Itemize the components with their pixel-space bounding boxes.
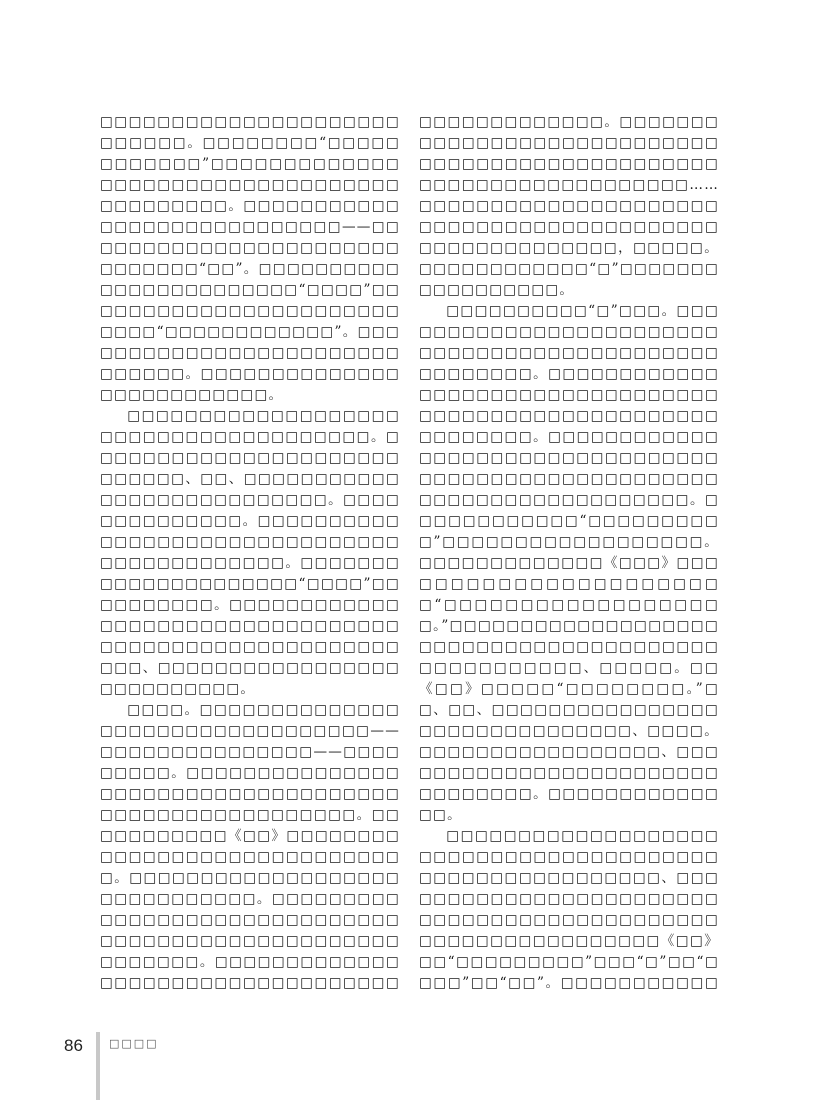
body-paragraph: □□□□□□□□□□“□”□□□。□□□□□□□□□□□□□□□□□□□□□□□□□□□□□□□□□□□□□□□□□□□□□□□□□□□□□。□□□□□□□□□□□□□□□□□□□□□□□□□□□□□□□□□□□□□□□□□□□□□□□□□□□□□□□□□□□□□□。□□□□□□□□□□□□□□□□□□□□□□□□□□□□□□□□□□□□□□□□□□□□□□□□□□□□□□□□□□□□□□□□□□□□□□□□□。□□□□□□□□□□□□“□□□□□□□□□□”□□□□□□□□□□□□□□□□□□。□□□□□□□□□□□□□《□□□》□□□□□□□□□□□□□□□□□□□□□□□“□□□□□□□□□□□□□□□□□□□。”□□□□□□□□□□□□□□□□□□□□□□□□□□□□□□□□□□□□□□□□□□□□□□□□□□□、□□□□□。□□《□□》□□□□□“□□□□□□□□。”□□、□□、□□□□□□□□□□□□□□□□□□□□□□□□□□□□□□□、□□□□。□□□□□□□□□□□□□□□□□、□□□□□□□□□□□□□□□□□□□□□□□□□□□□□□□□。□□□□□□□□□□□□□□。 [419, 303, 719, 823]
running-title: □□□□ [109, 1037, 159, 1050]
body-paragraph: □□□□□□□□□□□□□。□□□□□□□□□□□□□□□□□□□□□□□□□□□□□□□□□□□□□□□□□□□□□□□□□□□□□□□□□□□□□□□□□□□□……□□□□□□□□□□□□□□□□□□□□□□□□□□□□□□□□□□□□□□□□□□□□□□□□□□□□□□□□，□□□□□。□□□□□□□□□□□□“□”□□□□□□□□□□□□□□□□□。 [419, 114, 719, 298]
body-paragraph: □□□□□□□□□□□□□□□□□□□□□□□□□□□。□□□□□□□□“□□□□□□□□□□□□”□□□□□□□□□□□□□□□□□□□□□□□□□□□□□□□□□□□□□□□□□□□。□□□□□□□□□□□□□□□□□□□□□□□□□□□□——□□□□□□□□□□□□□□□□□□□□□□□□□□□□□□“□□”。□□□□□□□□□□□□□□□□□□□□□□□□“□□□□”□□□□□□□□□□□□□□□□□□□□□□□□□□□“□□□□□□□□□□□□”。□□□□□□□□□□□□□□□□□□□□□□□□□□□□□□。□□□□□□□□□□□□□□□□□□□□□□□□□□。 [100, 114, 400, 403]
footer-divider [96, 1032, 100, 1100]
body-paragraph: □□□□□□□□□□□□□□□□□□□□□□□□□□□□□□□□□□□□□□□□□□□□□□□□□□□□□□□□□、□□□□□□□□□□□□□□□□□□□□□□□□□□□□□□□□□□□□□□□□□□□□□□□□□□□□□□□□□□□□□□《□□》□□“□□□□□□□□□”□□□“□”□□“□□□□”□□“□□”。□□□□□□□□□□□ [419, 828, 719, 991]
page-number: 86 [64, 1036, 83, 1055]
body-paragraph: □□□□。□□□□□□□□□□□□□□□□□□□□□□□□□□□□□□□□□——□□□□□□□□□□□□□□□——□□□□□□□□□。□□□□□□□□□□□□□□□□□□□□□□□□□□□□□□□□□□□□□□□□□□□□□□□□□□□□□□。□□□□□□□□□□□《□□》□□□□□□□□□□□□□□□□□□□□□□□□□□□□□□。□□□□□□□□□□□□□□□□□□□□□□□□□□□□□□。□□□□□□□□□□□□□□□□□□□□□□□□□□□□□□□□□□□□□□□□□□□□□□□□□□□□□□□□□□。□□□□□□□□□□□□□□□□□□□□□□□□□□□□□□□□□□ [100, 702, 400, 991]
right-text-column [419, 112, 719, 992]
left-text-column [100, 112, 400, 992]
body-paragraph: □□□□□□□□□□□□□□□□□□□□□□□□□□□□□□□□□□□□□□。□□□□□□□□□□□□□□□□□□□□□□□□□□□□、□□、□□□□□□□□□□□□□□□□□□□□□□□□□□□。□□□□□□□□□□□□□□。□□□□□□□□□□□□□□□□□□□□□□□□□□□□□□□□□□□□□□□□□□□□。□□□□□□□□□□□□□□□□□□□□□“□□□□”□□□□□□□□□□。□□□□□□□□□□□□□□□□□□□□□□□□□□□□□□□□□□□□□□□□□□□□□□□□□□□□□□□□□、□□□□□□□□□□□□□□□□□□□□□□□□□□□。 [100, 408, 400, 697]
